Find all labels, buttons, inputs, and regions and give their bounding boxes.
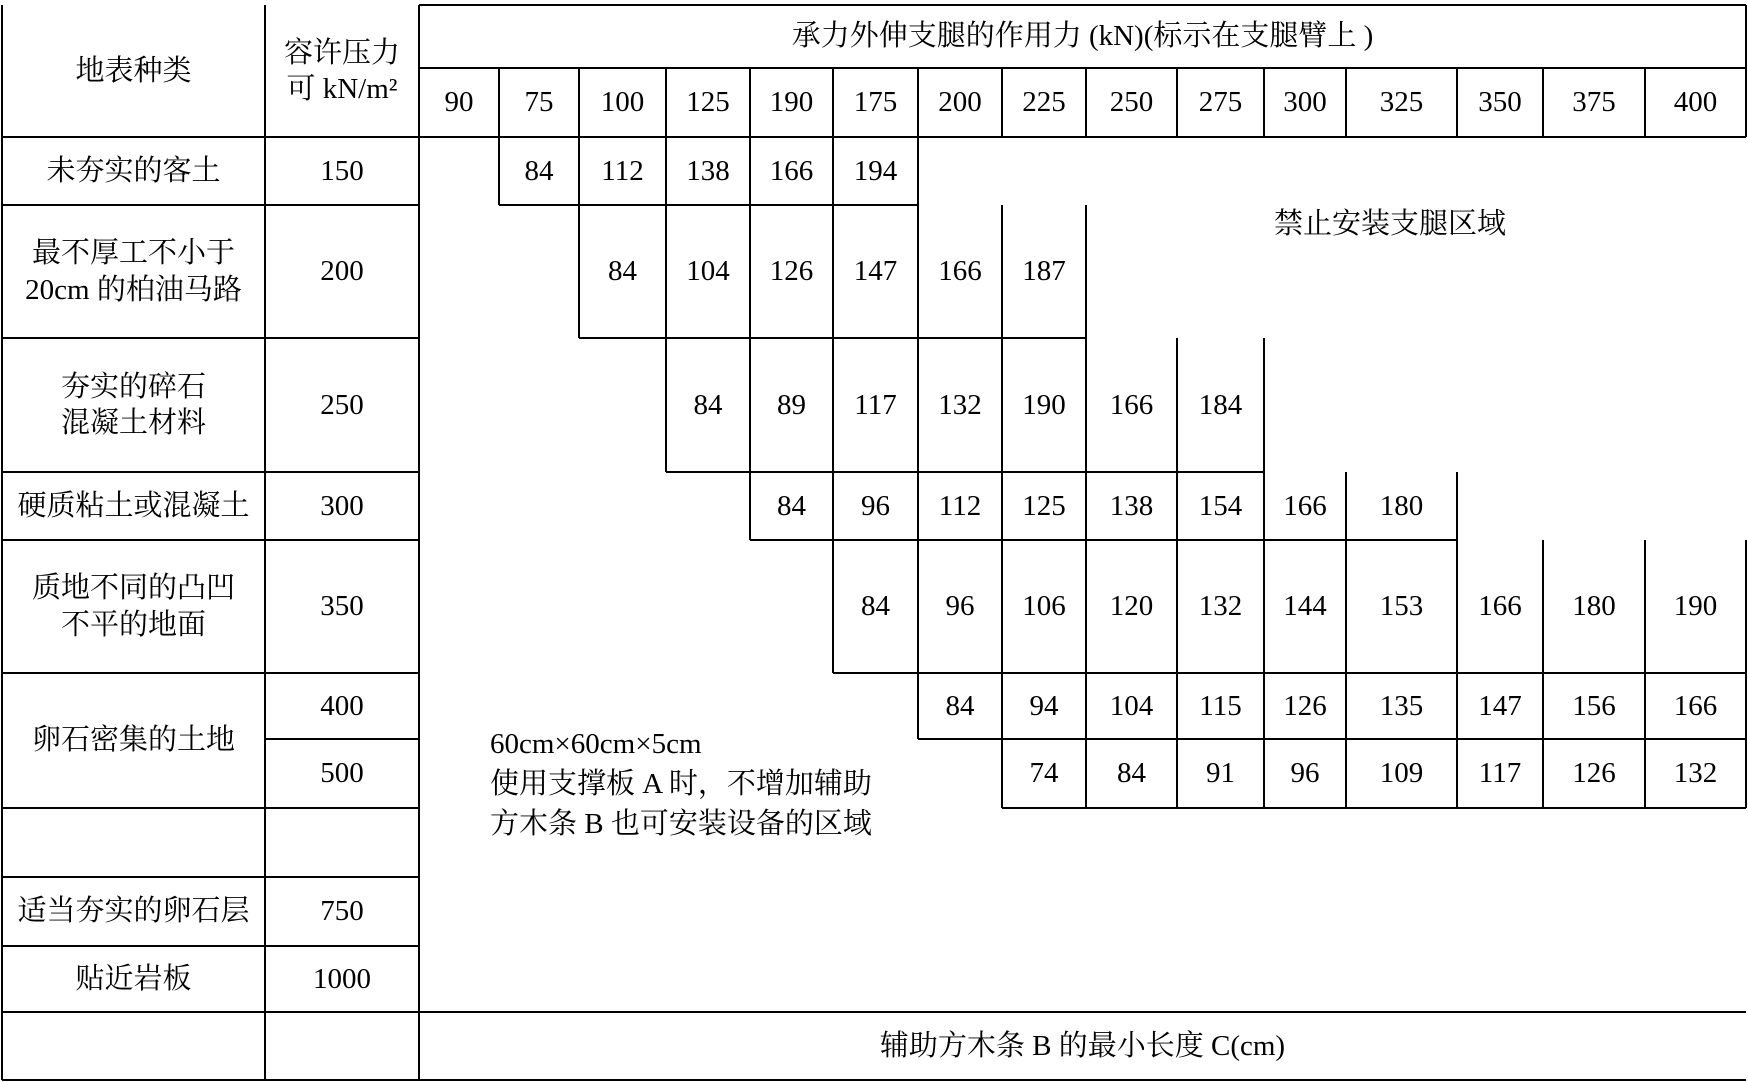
force-value-cell: 154 xyxy=(1198,489,1243,522)
force-value-cell: 84 xyxy=(1117,757,1146,790)
force-column-header: 100 xyxy=(600,86,645,119)
force-value-cell: 166 xyxy=(1109,388,1154,421)
force-value-cell: 84 xyxy=(777,489,806,522)
allowable-pressure-cell: 150 xyxy=(320,154,364,187)
surface-type-cell: 贴近岩板 xyxy=(75,962,192,995)
force-column-header: 75 xyxy=(524,86,554,119)
force-value-cell: 144 xyxy=(1283,590,1327,623)
surface-type-cell: 夯实的碎石 混凝土材料 xyxy=(60,370,206,439)
force-value-cell: 120 xyxy=(1109,590,1154,623)
force-value-cell: 84 xyxy=(608,255,637,288)
force-column-header: 325 xyxy=(1379,86,1424,119)
force-value-cell: 153 xyxy=(1379,590,1424,623)
force-value-cell: 132 xyxy=(1198,590,1243,623)
header-surface-type: 地表种类 xyxy=(75,54,192,87)
force-column-header: 125 xyxy=(686,86,730,119)
force-value-cell: 96 xyxy=(861,489,890,522)
force-value-cell: 117 xyxy=(854,388,897,421)
force-value-cell: 147 xyxy=(1478,689,1522,722)
force-value-cell: 190 xyxy=(1022,388,1066,421)
force-value-cell: 84 xyxy=(693,388,723,421)
force-value-cell: 104 xyxy=(686,255,730,288)
force-value-cell: 132 xyxy=(1673,757,1718,790)
force-column-header: 250 xyxy=(1109,86,1154,119)
allowable-pressure-cell: 300 xyxy=(320,489,364,522)
force-value-cell: 138 xyxy=(686,154,730,187)
force-column-header: 375 xyxy=(1572,86,1616,119)
surface-type-cell: 未夯实的客土 xyxy=(46,154,221,187)
allowable-pressure-cell: 1000 xyxy=(313,962,371,995)
force-value-cell: 166 xyxy=(1673,689,1718,722)
surface-type-cell: 卵石密集的土地 xyxy=(31,724,235,757)
force-column-header: 200 xyxy=(938,86,982,119)
allowable-pressure-cell: 750 xyxy=(320,895,364,928)
footer-min-length-label: 辅助方木条 B 的最小长度 C(cm) xyxy=(879,1029,1286,1062)
force-value-cell: 126 xyxy=(1283,689,1327,722)
force-value-cell: 84 xyxy=(945,689,975,722)
force-value-cell: 104 xyxy=(1109,689,1154,722)
force-value-cell: 194 xyxy=(853,154,898,187)
force-value-cell: 94 xyxy=(1029,689,1059,722)
force-value-cell: 125 xyxy=(1022,489,1066,522)
surface-type-cell: 适当夯实的卵石层 xyxy=(17,895,250,928)
support-board-note: 60cm×60cm×5cm 使用支撑板 A 时，不增加辅助 方木条 B 也可安装设备的区域 xyxy=(490,728,872,840)
force-value-cell: 147 xyxy=(853,255,898,288)
force-column-header: 350 xyxy=(1478,86,1522,119)
force-column-header: 300 xyxy=(1283,86,1327,119)
force-value-cell: 156 xyxy=(1572,689,1616,722)
force-value-cell: 96 xyxy=(1290,757,1320,790)
force-value-cell: 187 xyxy=(1022,255,1066,288)
force-value-cell: 91 xyxy=(1206,757,1235,790)
force-column-header: 90 xyxy=(444,86,474,119)
header-force-title: 承力外伸支腿的作用力 (kN)(标示在支腿臂上 ) xyxy=(791,20,1374,53)
surface-type-cell: 质地不同的凸凹 不平的地面 xyxy=(31,572,235,641)
force-value-cell: 180 xyxy=(1572,590,1616,623)
force-value-cell: 112 xyxy=(601,154,644,187)
allowable-pressure-cell: 400 xyxy=(320,689,364,722)
surface-type-cell: 最不厚工不小于 20cm 的柏油马路 xyxy=(25,237,242,306)
allowable-pressure-cell: 500 xyxy=(320,757,364,790)
force-value-cell: 135 xyxy=(1379,689,1424,722)
force-column-header: 275 xyxy=(1198,86,1243,119)
force-value-cell: 74 xyxy=(1029,757,1059,790)
force-value-cell: 184 xyxy=(1198,388,1243,421)
force-value-cell: 166 xyxy=(1478,590,1522,623)
force-value-cell: 84 xyxy=(524,154,554,187)
allowable-pressure-cell: 200 xyxy=(320,255,364,288)
force-value-cell: 166 xyxy=(938,255,982,288)
force-value-cell: 106 xyxy=(1022,590,1066,623)
force-value-cell: 109 xyxy=(1379,757,1424,790)
force-value-cell: 180 xyxy=(1379,489,1424,522)
forbidden-zone-label: 禁止安装支腿区域 xyxy=(1273,207,1506,240)
force-value-cell: 96 xyxy=(945,590,975,623)
header-allowable-pressure: 容许压力 可 kN/m² xyxy=(283,36,400,105)
force-column-header: 175 xyxy=(853,86,898,119)
force-value-cell: 166 xyxy=(1283,489,1327,522)
force-value-cell: 84 xyxy=(861,590,890,623)
force-value-cell: 166 xyxy=(769,154,814,187)
force-value-cell: 89 xyxy=(777,388,806,421)
allowable-pressure-cell: 350 xyxy=(320,590,364,623)
force-value-cell: 138 xyxy=(1109,489,1154,522)
force-value-cell: 132 xyxy=(938,388,982,421)
surface-type-cell: 硬质粘土或混凝土 xyxy=(17,489,250,522)
force-column-header: 190 xyxy=(769,86,814,119)
force-value-cell: 126 xyxy=(1572,757,1616,790)
force-value-cell: 112 xyxy=(938,489,982,522)
force-value-cell: 115 xyxy=(1199,689,1242,722)
force-value-cell: 126 xyxy=(769,255,814,288)
force-value-cell: 190 xyxy=(1673,590,1718,623)
force-column-header: 225 xyxy=(1022,86,1066,119)
allowable-pressure-cell: 250 xyxy=(320,388,364,421)
force-value-cell: 117 xyxy=(1478,757,1522,790)
force-column-header: 400 xyxy=(1673,86,1718,119)
